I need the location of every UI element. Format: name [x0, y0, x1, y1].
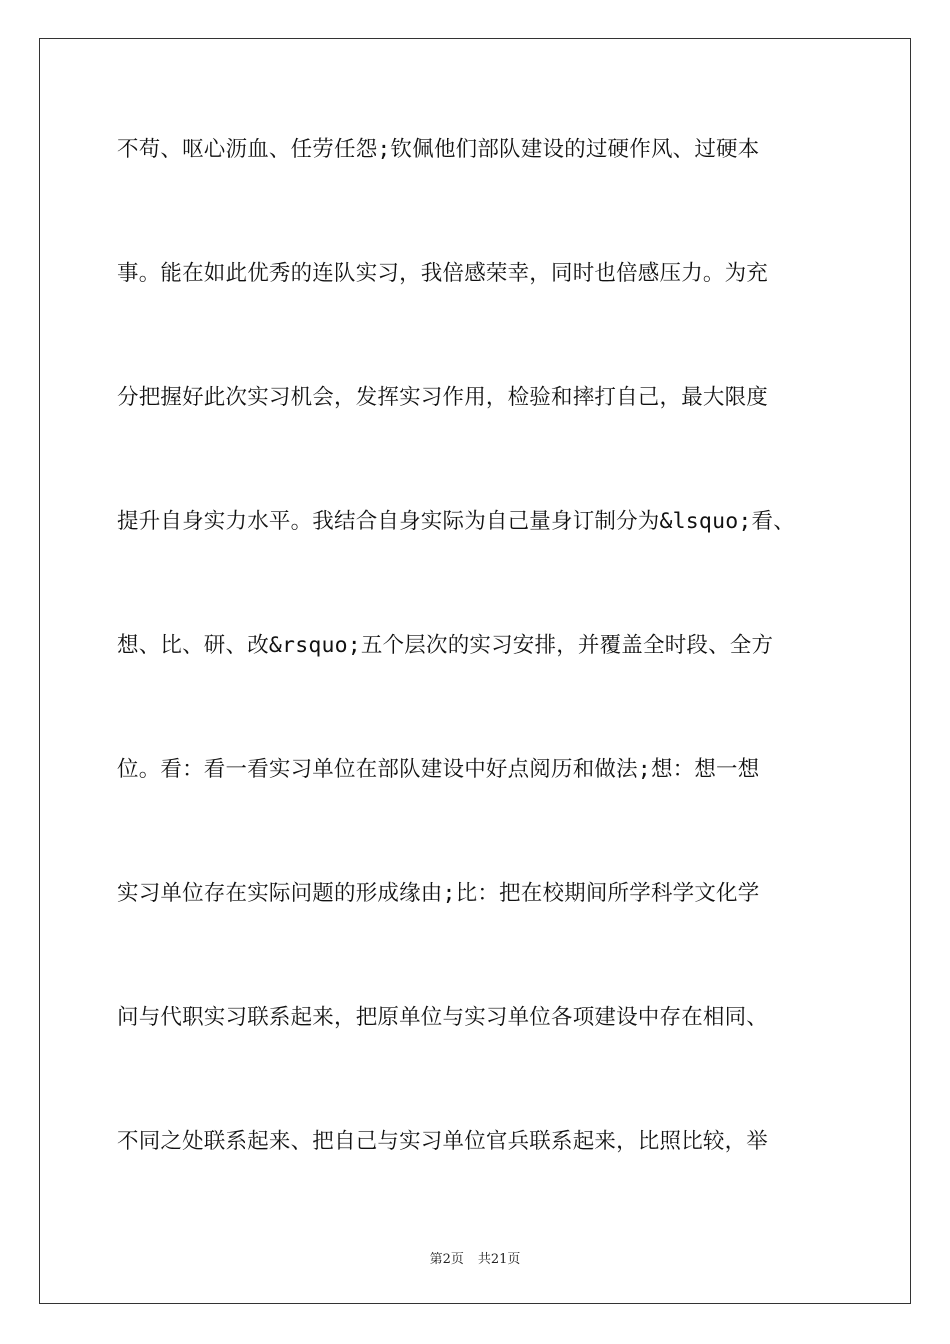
text-line: 提升自身实力水平。我结合自身实际为自己量身订制分为&lsquo;看、	[117, 509, 795, 534]
text-line: 问与代职实习联系起来，把原单位与实习单位各项建设中存在相同、	[117, 1005, 769, 1030]
document-body	[117, 128, 837, 1244]
text-line: 实习单位存在实际问题的形成缘由;比：把在校期间所学科学文化学	[117, 881, 760, 906]
page-total: 共21页	[477, 1252, 521, 1267]
text-line: 不同之处联系起来、把自己与实习单位官兵联系起来，比照比较，举	[117, 1129, 769, 1154]
text-line: 分把握好此次实习机会，发挥实习作用，检验和摔打自己，最大限度	[117, 385, 769, 410]
text-line: 想、比、研、改&rsquo;五个层次的实习安排，并覆盖全时段、全方	[117, 633, 774, 658]
page-number: 第2页	[429, 1252, 464, 1267]
text-line: 不苟、呕心沥血、任劳任怨;钦佩他们部队建设的过硬作风、过硬本	[117, 137, 760, 162]
text-line: 事。能在如此优秀的连队实习，我倍感荣幸，同时也倍感压力。为充	[117, 261, 769, 286]
text-line: 位。看：看一看实习单位在部队建设中好点阅历和做法;想：想一想	[117, 757, 760, 782]
page-footer	[0, 1248, 950, 1267]
